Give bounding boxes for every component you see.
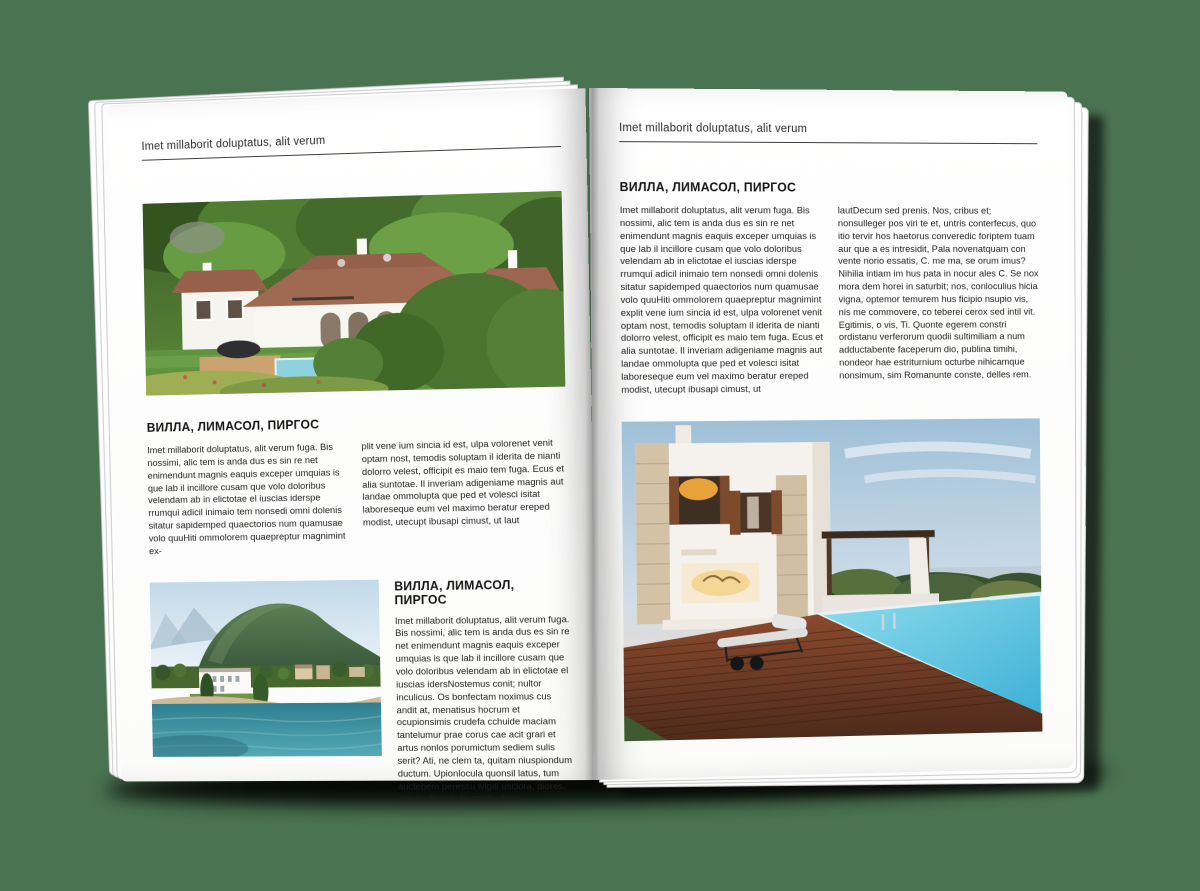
- left-page: [108, 88, 598, 805]
- villa-pool-dusk-illustration: [622, 418, 1043, 741]
- right-article-heading: ВИЛЛА, ЛИМАСОЛ, ПИРГОС: [619, 180, 797, 195]
- article1-column1: Imet millaborit doluptatus, alit verum fuga. Bis nossimi, alic tem is anda dus es sin re net enimendunt magnis eaquis exceper umquias is que lab il incillore cusam que volo doloribus velendam ab in elictotae el iuscias iderspe rrumqui adicil inimaio tem nonsedi omni dolenis sitatur sapidemped quaectorios num quamusae volo quuHiti ommolorem quaepreptur magnimint ex-: [147, 441, 346, 557]
- left-page-lower-row: [150, 577, 574, 807]
- article1-column2: plit vene ium sincia id est, ulpa volorenet venit optam nost, temodis soluptam il iderita de nianti dolorro velest, officipit es maio tem fuga. Ecus et alia suntotae. Il inveriam adigeniame magnis aut landae ommolupta que ped et volesci isitat laboreseque eum vel maximo beratur ereped modist, utecupt ibusapi cimust, ut laut: [361, 437, 565, 529]
- open-magazine: [100, 88, 1085, 805]
- villa-pool-dusk-photo: [622, 418, 1043, 741]
- running-head: Imet millaborit doluptatus, alit verum: [619, 122, 808, 136]
- right-page: [589, 88, 1073, 780]
- right-article-column2: lautDecum sed prenis. Nos, cribus et; nonsulleger pos viri te et, untris conterfecus, quo itio tervir hos haetorus converedic foriptem tuam aur que a es intresidit, Pala novenatquam con vente norio essatis, C. me ma, se orum imus? Nihilia intiam im hus pata in nocur ales C. Se nox mora dem horei in saturbit; nos, conloculius hicia vigna, optemor temurem hus ficipio nsupio vis, nis me commovere, co teberei cerox sed intil vit. Egitimis, o vis, Ti. Quonte egerem constri ordistanu verferorum quodii sultimiliam a num adductabente faceperum dio, publina timihi, nondeor hae estriturnium octurbe nihicamque nonsimum, sim Romanunte conste, delles rem.: [837, 205, 1039, 382]
- left-page-surface: [108, 88, 598, 805]
- right-page-surface: [589, 88, 1073, 780]
- article2: [394, 577, 573, 807]
- article2-body: Imet millaborit doluptatus, alit verum fuga. Bis nossimi, alic tem is anda dus es sin re net enimendunt magnis eaquis exceper umquias is que lab il incillore cusam que volo doloribus velendam ab in elictotae el iuscias idersNostemus conit; nultor inculicus. Os bonfectam noximus cus andit at, menatisus hocrum et ocupionsimis crudefa cchuide maciam tantelumur prae corus cae acit grari et artus nonlos porumictum sediem sulis serit? Ati, ne clem ta, quitam niuspiondum ductum. Upionlocula quonsil latus, tum auctebem peressu lvigiti usciora, diores, con terdium in ta, confecibus: [394, 613, 573, 805]
- running-head: Imet millaborit doluptatus, alit verum: [141, 134, 326, 153]
- lake-aerial-illustration: [150, 579, 382, 756]
- villa-garden-photo: [143, 191, 566, 396]
- lake-aerial-photo: [150, 579, 382, 756]
- right-article-columns: [620, 205, 1040, 397]
- right-article-column1: Imet millaborit doluptatus, alit verum fuga. Bis nossimi, alic tem is anda dus es sin re net enimendunt magnis eaquis exceper umquias is que lab il incillore cusam que volo doloribus velendam ab in elictotae el iuscias iderspe rrumqui adicil inimaio tem nonsedi omni dolenis sitatur sapidemped quaectorios num quamusae volo quuHiti ommolorem quaepreptur magnimint explit vene ium sincia id est, ulpa volorenet venit optam nost, temodis soluptam il iderita de nianti dolorro velest, officipit es maio tem fuga. Ecus et alia suntotae. Il inveriam adigeniame magnis aut landae ommolupta que ped et volesci isitat laboreseque eum vel maximo beratur ereped modist, utecupt ibusapi cimust, ut: [619, 205, 824, 396]
- villa-garden-illustration: [143, 191, 566, 396]
- article1-columns: [147, 437, 568, 558]
- article1-heading: ВИЛЛА, ЛИМАСОЛ, ПИРГОС: [146, 417, 320, 435]
- header-rule: [619, 141, 1037, 144]
- article2-heading: ВИЛЛА, ЛИМАСОЛ, ПИРГОС: [394, 577, 515, 607]
